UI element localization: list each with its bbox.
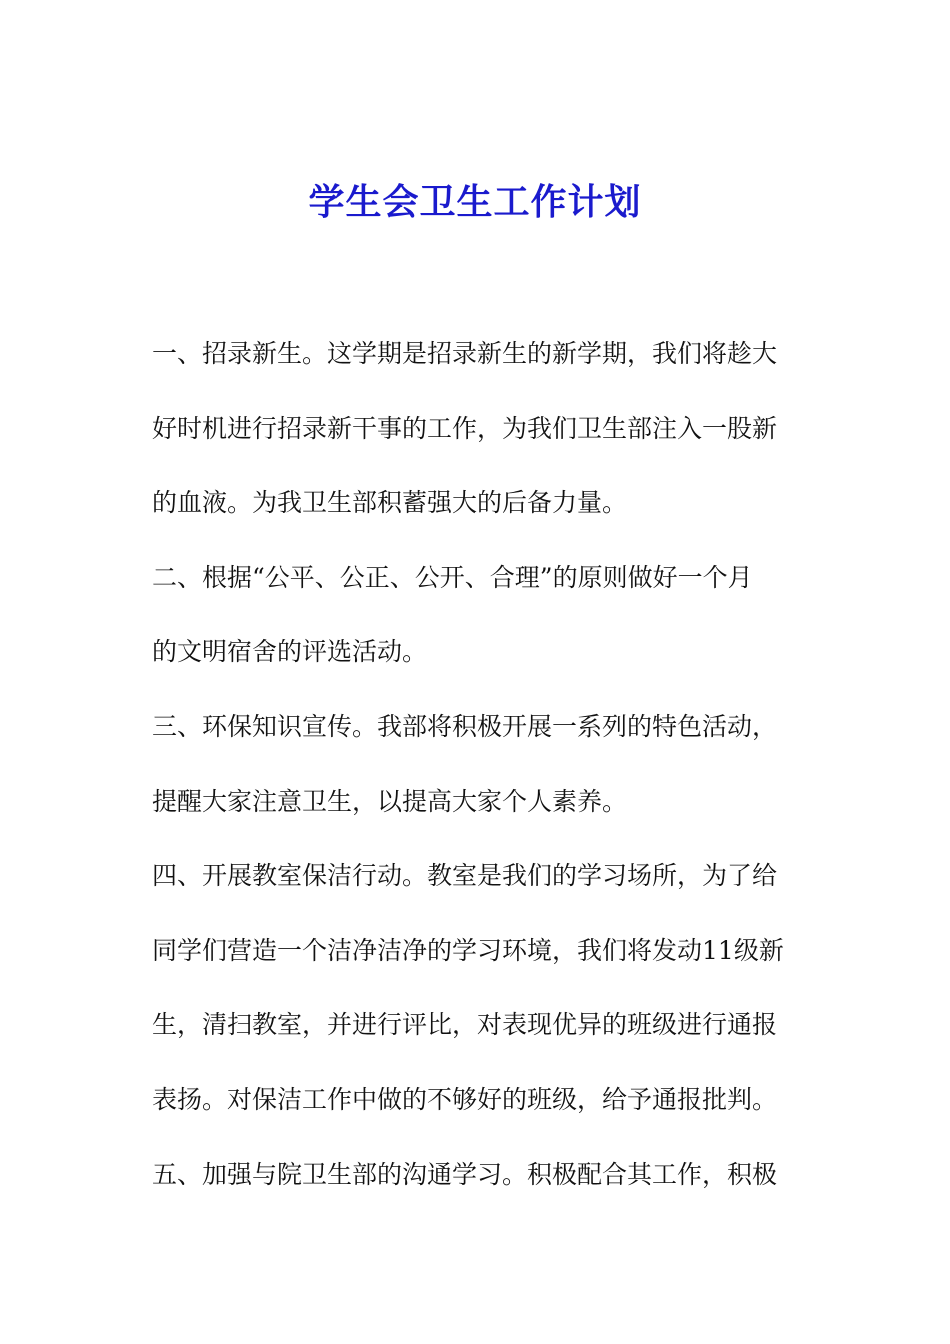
text-line: 三、环保知识宣传。我部将积极开展一系列的特色活动， <box>152 711 778 741</box>
text-line: 一、招录新生。这学期是招录新生的新学期，我们将趁大 <box>152 339 778 368</box>
document-title: 学生会卫生工作计划 <box>308 181 642 223</box>
text-line: 五、加强与院卫生部的沟通学习。积极配合其工作，积极 <box>152 1159 778 1189</box>
text-line: 的文明宿舍的评选活动。 <box>152 637 428 667</box>
text-line: 四、开展教室保洁行动。教室是我们的学习场所，为了给 <box>152 861 778 891</box>
text-line: 提醒大家注意卫生，以提高大家个人素养。 <box>152 786 628 816</box>
text-line: 同学们营造一个洁净洁净的学习环境，我们将发动11级新 <box>152 935 784 965</box>
text-line: 二、根据“公平、公正、公开、合理”的原则做好一个月 <box>152 562 753 592</box>
text-line: 的血液。为我卫生部积蓄强大的后备力量。 <box>152 488 628 518</box>
text-line: 好时机进行招录新干事的工作，为我们卫生部注入一股新 <box>152 413 778 443</box>
text-line: 表扬。对保洁工作中做的不够好的班级，给予通报批判。 <box>152 1084 778 1114</box>
text-line: 生，清扫教室，并进行评比，对表现优异的班级进行通报 <box>152 1010 778 1040</box>
document-body <box>152 322 802 1217</box>
